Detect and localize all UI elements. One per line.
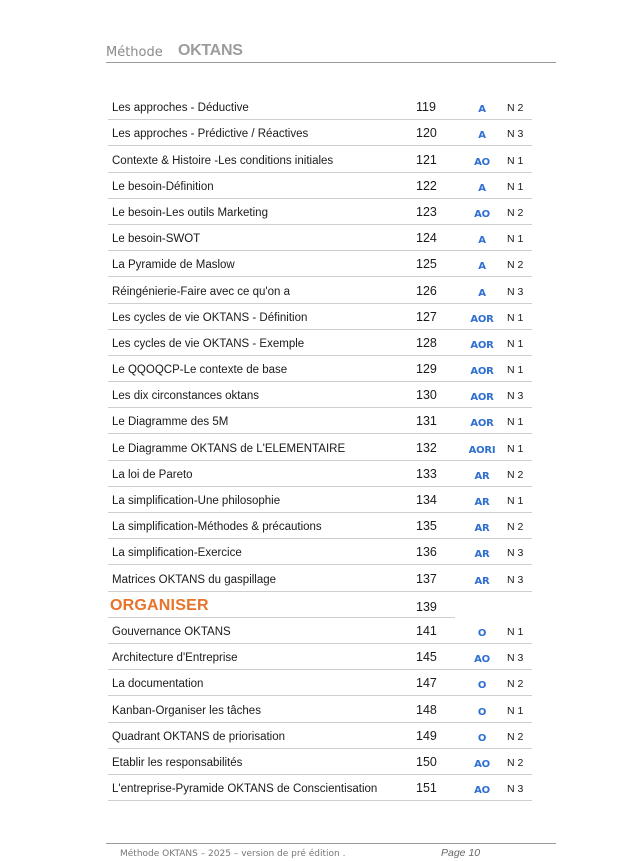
footer-divider [106, 843, 556, 844]
toc-row[interactable] [108, 513, 532, 539]
toc-page-number: 120 [416, 126, 437, 141]
toc-page-number: 136 [416, 545, 437, 560]
toc-level: N 1 [507, 625, 524, 638]
brand-text: Méthode [106, 45, 163, 60]
toc-entry-title: Le besoin-SWOT [112, 233, 201, 246]
toc-page-number: 150 [416, 754, 437, 769]
toc-code-badge: AR [474, 549, 490, 561]
toc-code-badge: AR [474, 497, 490, 508]
toc-code-badge: O [477, 627, 487, 639]
toc-entry-title: Réingénierie-Faire avec ce qu'on a [112, 285, 290, 298]
toc-row[interactable] [108, 382, 532, 408]
toc-page-number: 133 [416, 466, 437, 481]
toc-page-number: 148 [416, 702, 437, 717]
toc-row[interactable] [108, 225, 532, 251]
toc-row[interactable] [108, 330, 532, 356]
toc-code-badge: AOR [470, 418, 494, 430]
toc-page-number: 141 [416, 623, 437, 638]
toc-page-number: 119 [416, 100, 436, 115]
page-header [106, 42, 556, 63]
toc-level: N 1 [507, 364, 524, 377]
toc-page-number: 128 [416, 335, 437, 350]
toc-code-badge: AOR [470, 339, 494, 351]
footer-text: Méthode OKTANS – 2025 – version de pré édition . [120, 849, 346, 859]
toc-section-heading[interactable] [108, 592, 532, 618]
toc-code-badge: A [478, 104, 486, 116]
toc-code-badge: O [477, 706, 487, 718]
toc-page-number: 145 [416, 650, 437, 665]
toc-page-number: 131 [416, 414, 437, 429]
toc-row[interactable] [108, 199, 532, 225]
toc-row[interactable] [108, 775, 532, 801]
toc-level: N 2 [507, 730, 524, 743]
toc-level: N 2 [507, 102, 524, 115]
toc-row[interactable] [108, 487, 532, 513]
toc-entry-title: Quadrant OKTANS de priorisation [112, 730, 286, 743]
toc-code-badge: AOR [470, 392, 494, 404]
toc-entry-title: Le Diagramme des 5M [112, 416, 229, 429]
toc-page-number: 122 [416, 178, 437, 193]
toc-level: N 3 [507, 390, 524, 403]
toc-code-badge: AOR [470, 366, 494, 378]
toc-entry-title: Matrices OKTANS du gaspillage [112, 573, 277, 586]
toc-row[interactable] [108, 539, 532, 565]
toc-page-number: 147 [416, 676, 437, 691]
toc-page-number: 135 [416, 519, 437, 534]
toc-entry-title: Les cycles de vie OKTANS - Exemple [112, 337, 305, 350]
toc-entry-title: Les dix circonstances oktans [112, 390, 260, 403]
toc-page-number: 121 [416, 152, 437, 167]
toc-row[interactable] [108, 644, 532, 670]
toc-page-number: 151 [416, 781, 437, 796]
toc-page-number: 129 [416, 362, 437, 377]
toc-code-badge: O [477, 680, 487, 692]
toc-row[interactable] [108, 618, 532, 644]
toc-row[interactable] [108, 749, 532, 775]
toc-level: N 1 [507, 495, 524, 507]
table-of-contents [108, 94, 532, 801]
toc-code-badge: AO [474, 785, 490, 797]
toc-code-badge: A [478, 287, 486, 299]
toc-level: N 2 [507, 206, 524, 219]
toc-code-badge: AO [474, 758, 490, 770]
toc-entry-title: La simplification-Méthodes & précautions [112, 521, 322, 534]
toc-row[interactable] [108, 304, 532, 330]
toc-level: N 1 [507, 704, 524, 717]
toc-level: N 2 [507, 756, 524, 769]
toc-entry-title: La loi de Pareto [112, 468, 193, 481]
toc-entry-title: Etablir les responsabilités [112, 756, 243, 769]
row-divider [108, 800, 532, 801]
toc-code-badge: A [478, 261, 486, 273]
toc-code-badge: A [478, 130, 486, 142]
toc-entry-title: Kanban-Organiser les tâches [112, 704, 261, 717]
toc-level: N 1 [507, 311, 524, 324]
toc-code-badge: AR [474, 575, 490, 587]
toc-level: N 1 [507, 337, 524, 350]
toc-level: N 1 [507, 442, 524, 455]
toc-entry-title: La simplification-Exercice [112, 547, 242, 560]
toc-row[interactable] [108, 173, 532, 199]
toc-entry-title: Le besoin-Définition [112, 180, 214, 193]
toc-page-number: 123 [416, 204, 437, 219]
toc-page-number: 132 [416, 440, 437, 455]
toc-level: N 2 [507, 521, 524, 534]
toc-entry-title: Contexte & Histoire -Les conditions initiales [112, 154, 334, 167]
toc-entry-title: Le Diagramme OKTANS de L'ELEMENTAIRE [112, 442, 346, 455]
toc-entry-title: Le QQOQCP-Le contexte de base [112, 364, 288, 377]
toc-level: N 1 [507, 416, 524, 429]
toc-code-badge: O [477, 732, 487, 744]
toc-level: N 1 [507, 180, 524, 193]
toc-page-number: 126 [416, 283, 437, 298]
toc-code-badge: AOR [470, 313, 494, 325]
oktans-logo: OKTANS [178, 42, 243, 59]
toc-entry-title: La documentation [112, 678, 204, 691]
toc-code-badge: A [478, 235, 486, 247]
toc-row[interactable] [108, 146, 532, 172]
toc-entry-title: Gouvernance OKTANS [112, 625, 231, 638]
toc-level: N 3 [507, 128, 524, 141]
toc-code-badge: AR [474, 523, 490, 535]
toc-level: N 3 [507, 783, 524, 796]
toc-row[interactable] [108, 94, 532, 120]
toc-page-number: 130 [416, 388, 437, 403]
toc-code-badge: AO [474, 654, 490, 666]
toc-row[interactable] [108, 565, 532, 591]
toc-page-number: 124 [416, 231, 437, 246]
toc-row[interactable] [108, 408, 532, 434]
toc-page-number: 134 [416, 493, 437, 507]
toc-level: N 3 [507, 652, 524, 665]
toc-entry-title: Les cycles de vie OKTANS - Définition [112, 311, 308, 324]
toc-row[interactable] [108, 251, 532, 277]
toc-entry-title: Le besoin-Les outils Marketing [112, 206, 268, 219]
toc-entry-title: Les approches - Prédictive / Réactives [112, 128, 309, 141]
toc-entry-title: La Pyramide de Maslow [112, 259, 235, 272]
toc-entry-title: Architecture d'Entreprise [112, 652, 238, 665]
toc-row[interactable] [108, 723, 532, 749]
toc-row[interactable] [108, 461, 532, 487]
toc-code-badge: AO [474, 156, 490, 168]
toc-page-number: 139 [416, 599, 437, 614]
header-divider [106, 62, 556, 63]
toc-level: N 1 [507, 233, 524, 246]
toc-level: N 3 [507, 573, 524, 586]
toc-row[interactable] [108, 277, 532, 303]
section-title: ORGANISER [110, 596, 209, 614]
toc-page-number: 149 [416, 728, 437, 743]
toc-level: N 1 [507, 154, 524, 167]
toc-row[interactable] [108, 434, 532, 460]
toc-row[interactable] [108, 120, 532, 146]
toc-level: N 2 [507, 259, 524, 272]
toc-level: N 2 [507, 678, 524, 691]
toc-code-badge: AR [474, 470, 490, 482]
toc-entry-title: L'entreprise-Pyramide OKTANS de Conscientisation [112, 783, 378, 796]
toc-page-number: 137 [416, 571, 437, 586]
page-number: Page 10 [441, 847, 481, 859]
toc-page-number: 127 [416, 309, 437, 324]
toc-level: N 3 [507, 285, 524, 298]
toc-row[interactable] [108, 356, 532, 382]
toc-entry-title: Les approches - Déductive [112, 102, 249, 115]
toc-page-number: 125 [416, 257, 437, 272]
toc-entry-title: La simplification-Une philosophie [112, 495, 281, 507]
toc-row[interactable] [108, 670, 532, 696]
toc-code-badge: AO [474, 208, 490, 220]
toc-code-badge: A [478, 182, 486, 194]
toc-level: N 2 [507, 468, 524, 481]
toc-code-badge: AORI [468, 444, 496, 456]
toc-level: N 3 [507, 547, 524, 560]
toc-row[interactable] [108, 696, 532, 722]
